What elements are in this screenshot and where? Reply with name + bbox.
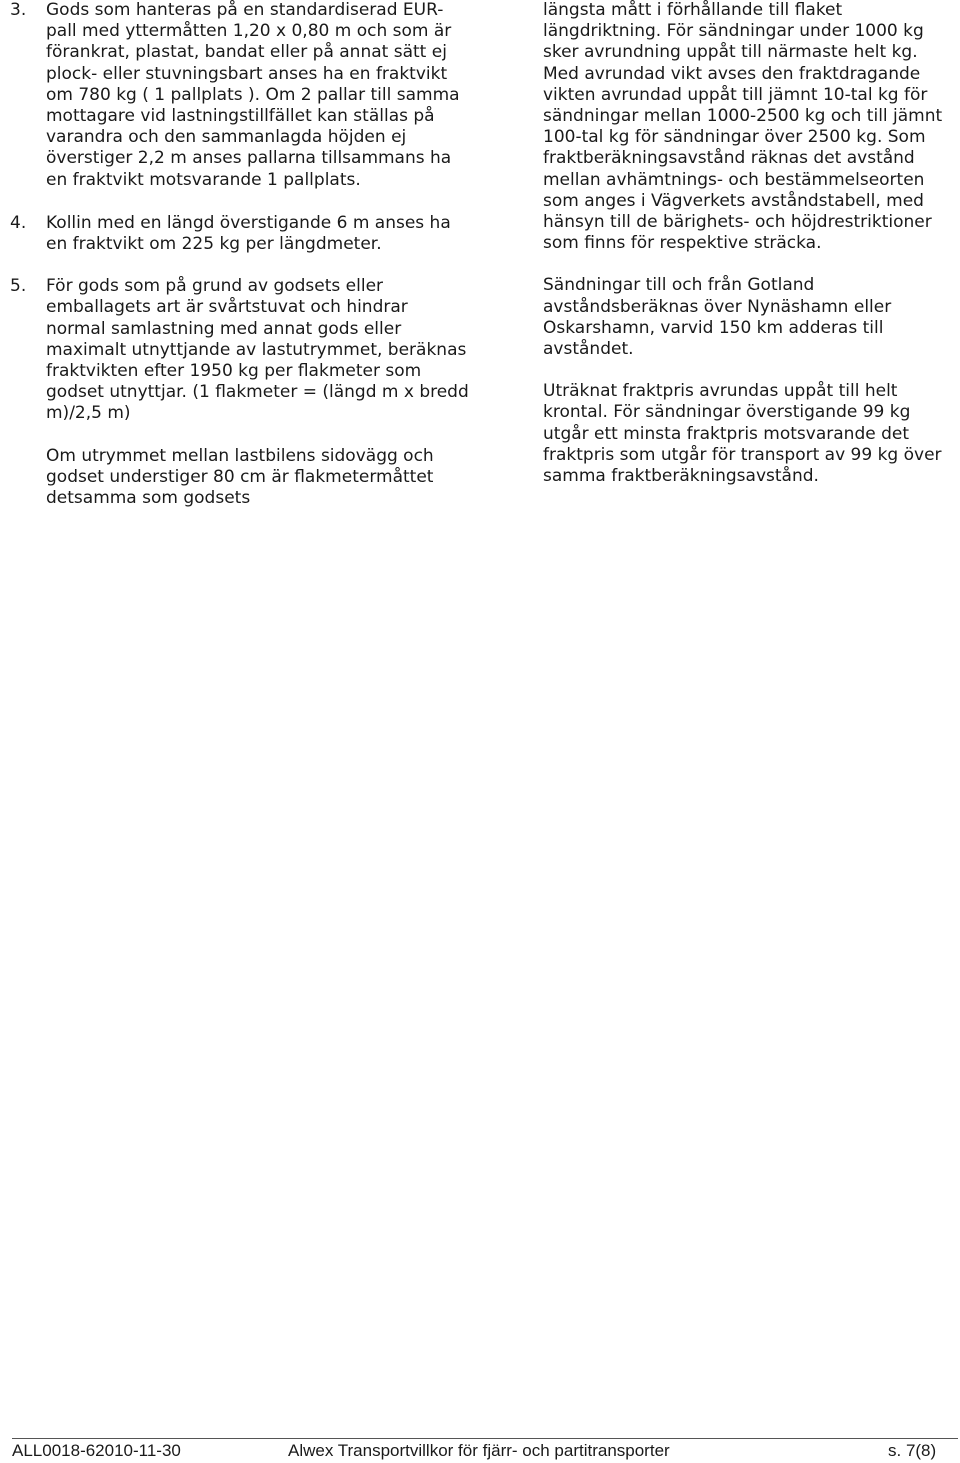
- list-number: 3.: [10, 0, 27, 20]
- document-title: Alwex Transportvillkor för fjärr- och partitransporter: [288, 1441, 670, 1460]
- paragraph-gotland: Sändningar till och från Gotland avståndsberäknas över Nynäshamn eller Oskarshamn, varvid 150 km adderas till avståndet.: [543, 275, 892, 360]
- right-column: [543, 0, 948, 487]
- paragraph-min-price: Uträknat fraktpris avrundas uppåt till helt krontal. För sändningar överstigande 99 kg utgår ett minsta fraktpris motsvarande det fraktpris som utgår för transport av 99 kg över samma fraktberäkningsavstånd.: [543, 381, 942, 487]
- page-footer: [12, 1438, 958, 1463]
- list-number: 4.: [10, 212, 27, 233]
- paragraph-rounding: längsta mått i förhållande till flaket längdriktning. För sändningar under 1000 kg sker avrundning uppåt till närmaste helt kg. Med avrundad vikt avses den fraktdragande vikten avrundad uppåt till jämnt 10-tal kg för sändningar mellan 1000-2500 kg och till jämnt 100-tal kg för sändningar över 2500 kg. Som fraktberäkningsavstånd räknas det avstånd mellan avhämtnings- och bestämmelseorten som anges i Vägverkets avståndstabell, med hänsyn till de bärighets- och höjdrestriktioner som finns för respektive sträcka.: [543, 0, 943, 254]
- list-item-text: Gods som hanteras på en standardiserad EUR-pall med yttermåtten 1,20 x 0,80 m och som är förankrat, plastat, bandat eller på annat sätt ej plock- eller stuvningsbart anses ha en fraktvikt om 780 kg ( 1 pallplats ). Om 2 pallar till samma mottagare vid lastningstillfället kan ställas på varandra och den sammanlagda höjden ej överstiger 2,2 m anses pallarna tillsammans ha en fraktvikt motsvarande 1 pallplats.: [46, 0, 460, 190]
- document-code: ALL0018-62010-11-30: [12, 1441, 181, 1460]
- list-item-3: [0, 0, 470, 191]
- left-column: [0, 0, 470, 509]
- list-item-text: Kollin med en längd överstigande 6 m anses ha en fraktvikt om 225 kg per längdmeter.: [46, 212, 451, 255]
- page-number: s. 7(8): [888, 1441, 937, 1460]
- list-item-5: [0, 276, 470, 509]
- list-item-text: För gods som på grund av godsets eller emballagets art är svårtstuvat och hindrar normal samlastning med annat gods eller maximalt utnyttjande av lastutrymmet, beräknas fraktvikten efter 1950 kg per flakmeter som godset utnyttjar. (1 flakmeter = (längd m x bredd m)/2,5 m): [46, 276, 469, 424]
- list-item-4: [0, 213, 470, 255]
- list-item-subtext: Om utrymmet mellan lastbilens sidovägg och godset understiger 80 cm är flakmetermåttet detsamma som godsets: [46, 445, 434, 509]
- list-number: 5.: [10, 276, 27, 297]
